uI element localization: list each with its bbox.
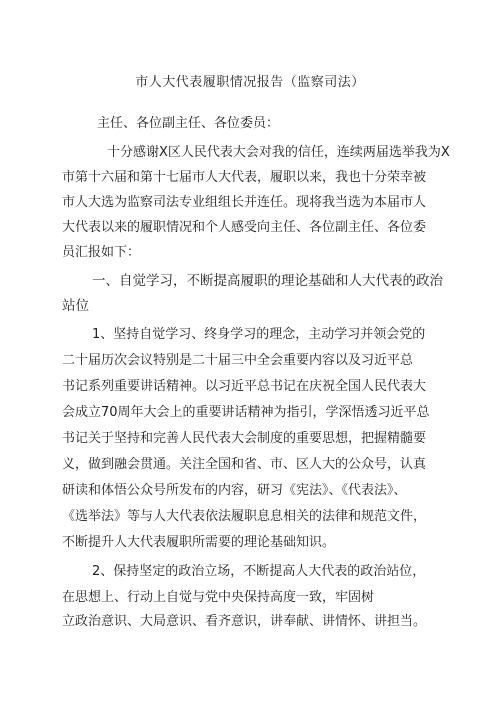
document-title: 市人大代表履职情况报告（监察司法） bbox=[135, 75, 365, 90]
intro-line: 大代表以来的履职情况和个人感受向主任、各位副主任、各位委 bbox=[62, 220, 427, 235]
salutation: 主任、各位副主任、各位委员： bbox=[97, 116, 280, 131]
paragraph-line: 在思想上、行动上自觉与党中央保持高度一致，牢固树 bbox=[62, 590, 375, 605]
paragraph-line: 1、坚持自觉学习、终身学习的理念，主动学习并领会党的 bbox=[92, 327, 426, 342]
paragraph-line: 义，做到融会贯通。关注全国和省、市、区人大的公众号，认真 bbox=[62, 457, 427, 472]
paragraph-line: 书记关于坚持和完善人民代表大会制度的重要思想，把握精髓要 bbox=[62, 431, 427, 446]
paragraph-line: 二十届历次会议特别是二十届三中全会重要内容以及习近平总 bbox=[62, 353, 414, 368]
paragraph-line: 研读和体悟公众号所发布的内容，研习《宪法》、《代表法》、 bbox=[62, 483, 407, 498]
section-heading: 站位 bbox=[62, 298, 89, 314]
paragraph-line: 不断提升人大代表履职所需要的理论基础知识。 bbox=[62, 535, 336, 550]
section-heading: 一、自觉学习，不断提高履职的理论基础和人大代表的政治 bbox=[92, 273, 443, 289]
intro-line: 十分感谢X区人民代表大会对我的信任，连续两届选举我为X bbox=[107, 145, 450, 160]
intro-line: 员汇报如下： bbox=[62, 245, 141, 260]
paragraph-line: 会成立70周年大会上的重要讲话精神为指引，学深悟透习近平总 bbox=[62, 405, 430, 420]
paragraph-line: 《选举法》等与人大代表依法履职息息相关的法律和规范文件， bbox=[62, 509, 427, 524]
intro-line: 市人大选为监察司法专业组组长并连任。现将我当选为本届市人 bbox=[62, 195, 427, 210]
paragraph-line: 立政治意识、大局意识、看齐意识，讲奉献、讲情怀、讲担当。 bbox=[62, 614, 427, 629]
paragraph-line: 2、保持坚定的政治立场，不断提高人大代表的政治站位， bbox=[92, 564, 426, 579]
paragraph-line: 书记系列重要讲话精神。以习近平总书记在庆祝全国人民代表大 bbox=[62, 379, 427, 394]
intro-line: 市第十六届和第十七届市人大代表，履职以来，我也十分荣幸被 bbox=[62, 170, 427, 185]
